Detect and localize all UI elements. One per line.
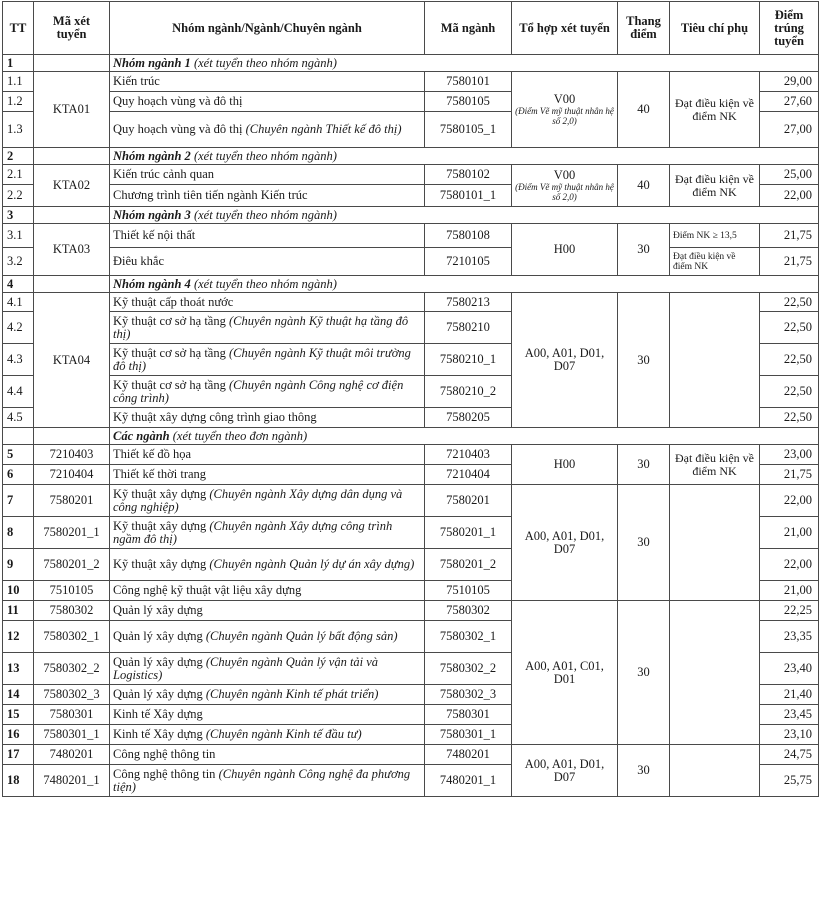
to-hop: V00 (Điểm Vẽ mỹ thuật nhân hệ số 2,0) (512, 72, 618, 148)
table-row: 2.2 Chương trình tiên tiến ngành Kiến trúc 7580101_1 22,00 (3, 185, 819, 207)
header-tt: TT (3, 2, 34, 55)
table-row: 3.2 Điêu khắc 7210105 Đạt điều kiện về điểm NK 21,75 (3, 248, 819, 276)
table-row: 4.2 Kỹ thuật cơ sở hạ tầng (Chuyên ngành Kỹ thuật hạ tầng đô thị) 7580210 22,50 (3, 312, 819, 344)
table-row: 6 7210404 Thiết kế thời trang 7210404 21,75 (3, 465, 819, 485)
table-row: 9 7580201_2 Kỹ thuật xây dựng (Chuyên ngành Quản lý dự án xây dựng) 7580201_2 22,00 (3, 549, 819, 581)
group-tt: 1 (3, 55, 34, 72)
table-row: 7 7580201 Kỹ thuật xây dựng (Chuyên ngành Xây dựng dân dụng và công nghiệp) 7580201 A00, A01, D01, D07 30 22,00 (3, 485, 819, 517)
score: 29,00 (760, 72, 819, 92)
table-row: 11 7580302 Quản lý xây dựng 7580302 A00, A01, C01, D01 30 22,25 (3, 601, 819, 621)
header-ma-xet-tuyen: Mã xét tuyển (34, 2, 110, 55)
table-row: 15 7580301 Kinh tế Xây dựng 7580301 23,45 (3, 705, 819, 725)
header-ma-nganh: Mã ngành (425, 2, 512, 55)
group-label: Nhóm ngành 1 (xét tuyển theo nhóm ngành) (110, 55, 819, 72)
table-row: 18 7480201_1 Công nghệ thông tin (Chuyên ngành Công nghệ đa phương tiện) 7480201_1 25,75 (3, 765, 819, 797)
table-row: 17 7480201 Công nghệ thông tin 7480201 A00, A01, D01, D07 30 24,75 (3, 745, 819, 765)
header-diem: Điểm trúng tuyển (760, 2, 819, 55)
table-row: 1.3 Quy hoạch vùng và đô thị (Chuyên ngành Thiết kế đô thị) 7580105_1 27,00 (3, 112, 819, 148)
tieu-chi: Đạt điều kiện về điểm NK (670, 72, 760, 148)
table-row: 5 7210403 Thiết kế đồ họa 7210403 H00 30 Đạt điều kiện về điểm NK 23,00 (3, 445, 819, 465)
header-to-hop: Tổ hợp xét tuyển (512, 2, 618, 55)
table-row: 13 7580302_2 Quản lý xây dựng (Chuyên ngành Quản lý vận tải và Logistics) 7580302_2 23,40 (3, 653, 819, 685)
table-row: 2.1 KTA02 Kiến trúc cảnh quan 7580102 V00 (Điểm Vẽ mỹ thuật nhân hệ số 2,0) 40 Đạt điều kiện về điểm NK 25,00 (3, 165, 819, 185)
table-row: 16 7580301_1 Kinh tế Xây dựng (Chuyên ngành Kinh tế đầu tư) 7580301_1 23,10 (3, 725, 819, 745)
table-row: 4.5 Kỹ thuật xây dựng công trình giao thông 7580205 22,50 (3, 408, 819, 428)
table-row: 1.2 Quy hoạch vùng và đô thị 7580105 27,60 (3, 92, 819, 112)
table-row: 8 7580201_1 Kỹ thuật xây dựng (Chuyên ngành Xây dựng công trình ngầm đô thị) 7580201_1 21,00 (3, 517, 819, 549)
header-row (3, 2, 819, 55)
table-row: 3.1 KTA03 Thiết kế nội thất 7580108 H00 30 Điểm NK ≥ 13,5 21,75 (3, 224, 819, 248)
table-row: 4.1 KTA04 Kỹ thuật cấp thoát nước 7580213 A00, A01, D01, D07 30 22,50 (3, 293, 819, 312)
header-thang-diem: Thang điểm (618, 2, 670, 55)
admission-table (2, 1, 819, 797)
ma-xet-tuyen: KTA01 (34, 72, 110, 148)
header-nganh: Nhóm ngành/Ngành/Chuyên ngành (110, 2, 425, 55)
group-row: Các ngành (xét tuyển theo đơn ngành) (3, 428, 819, 445)
header-tieu-chi: Tiêu chí phụ (670, 2, 760, 55)
group-row (3, 55, 819, 72)
group-row: 4 Nhóm ngành 4 (xét tuyển theo nhóm ngành) (3, 276, 819, 293)
table-row: 14 7580302_3 Quản lý xây dựng (Chuyên ngành Kinh tế phát triển) 7580302_3 21,40 (3, 685, 819, 705)
group-row: 2 Nhóm ngành 2 (xét tuyển theo nhóm ngành) (3, 148, 819, 165)
table-row: 12 7580302_1 Quản lý xây dựng (Chuyên ngành Quản lý bất động sản) 7580302_1 23,35 (3, 621, 819, 653)
group-row: 3 Nhóm ngành 3 (xét tuyển theo nhóm ngành) (3, 207, 819, 224)
nganh-cell: Kiến trúc (110, 72, 425, 92)
table-row: 1.1 KTA01 Kiến trúc 7580101 V00 (Điểm Vẽ mỹ thuật nhân hệ số 2,0) 40 Đạt điều kiện về điểm NK 29,00 (3, 72, 819, 92)
table-row: 10 7510105 Công nghệ kỹ thuật vật liệu xây dựng 7510105 21,00 (3, 581, 819, 601)
table-row: 4.3 Kỹ thuật cơ sở hạ tầng (Chuyên ngành Kỹ thuật môi trường đô thị) 7580210_1 22,50 (3, 344, 819, 376)
table-row: 4.4 Kỹ thuật cơ sở hạ tầng (Chuyên ngành Công nghệ cơ điện công trình) 7580210_2 22,50 (3, 376, 819, 408)
